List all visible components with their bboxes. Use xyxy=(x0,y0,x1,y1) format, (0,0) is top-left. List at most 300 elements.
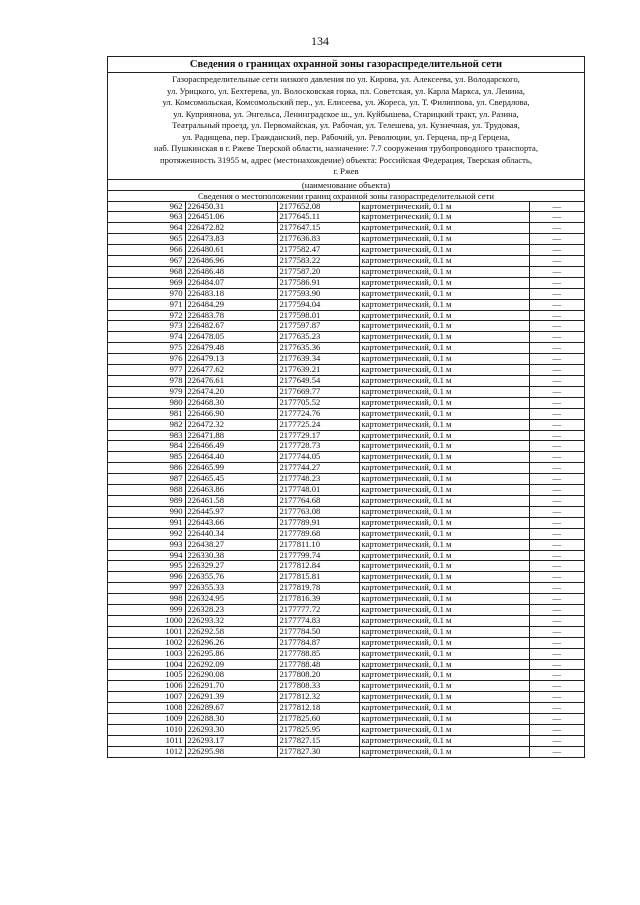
description-cell: — xyxy=(529,615,584,626)
x-coordinate-cell: 226476.61 xyxy=(185,376,277,387)
table-row xyxy=(108,637,584,648)
method-accuracy-cell: картометрический, 0.1 м xyxy=(359,386,529,397)
description-cell: — xyxy=(529,495,584,506)
point-number-cell: 1010 xyxy=(108,725,185,736)
method-accuracy-cell: картометрический, 0.1 м xyxy=(359,474,529,485)
x-coordinate-cell: 226450.31 xyxy=(185,202,277,212)
y-coordinate-cell: 2177645.11 xyxy=(277,212,359,223)
description-cell: — xyxy=(529,299,584,310)
x-coordinate-cell: 226451.06 xyxy=(185,212,277,223)
description-cell: — xyxy=(529,376,584,387)
description-cell: — xyxy=(529,245,584,256)
table-row xyxy=(108,343,584,354)
method-accuracy-cell: картометрический, 0.1 м xyxy=(359,430,529,441)
object-name-caption: (наименование объекта) xyxy=(108,180,584,191)
description-cell: — xyxy=(529,212,584,223)
method-accuracy-cell: картометрический, 0.1 м xyxy=(359,463,529,474)
method-accuracy-cell: картометрический, 0.1 м xyxy=(359,746,529,756)
description-cell: — xyxy=(529,703,584,714)
method-accuracy-cell: картометрический, 0.1 м xyxy=(359,310,529,321)
description-cell: — xyxy=(529,354,584,365)
point-number-cell: 992 xyxy=(108,528,185,539)
method-accuracy-cell: картометрический, 0.1 м xyxy=(359,605,529,616)
point-number-cell: 995 xyxy=(108,561,185,572)
y-coordinate-cell: 2177636.83 xyxy=(277,234,359,245)
description-cell: — xyxy=(529,266,584,277)
y-coordinate-cell: 2177647.15 xyxy=(277,223,359,234)
description-line: протяженность 31955 м, адрес (местонахождение) объекта: Российская Федерация, Тверская область, xyxy=(159,154,532,165)
method-accuracy-cell: картометрический, 0.1 м xyxy=(359,441,529,452)
x-coordinate-cell: 226355.76 xyxy=(185,572,277,583)
point-number-cell: 981 xyxy=(108,408,185,419)
table-row xyxy=(108,539,584,550)
method-accuracy-cell: картометрический, 0.1 м xyxy=(359,692,529,703)
y-coordinate-cell: 2177728.73 xyxy=(277,441,359,452)
x-coordinate-cell: 226463.86 xyxy=(185,485,277,496)
description-cell: — xyxy=(529,288,584,299)
method-accuracy-cell: картометрический, 0.1 м xyxy=(359,202,529,212)
x-coordinate-cell: 226440.34 xyxy=(185,528,277,539)
description-cell: — xyxy=(529,485,584,496)
table-row xyxy=(108,572,584,583)
point-number-cell: 971 xyxy=(108,299,185,310)
point-number-cell: 1007 xyxy=(108,692,185,703)
table-row xyxy=(108,485,584,496)
point-number-cell: 998 xyxy=(108,594,185,605)
method-accuracy-cell: картометрический, 0.1 м xyxy=(359,419,529,430)
x-coordinate-cell: 226328.23 xyxy=(185,605,277,616)
method-accuracy-cell: картометрический, 0.1 м xyxy=(359,485,529,496)
point-number-cell: 1001 xyxy=(108,626,185,637)
method-accuracy-cell: картометрический, 0.1 м xyxy=(359,703,529,714)
y-coordinate-cell: 2177582.47 xyxy=(277,245,359,256)
table-row xyxy=(108,670,584,681)
table-row xyxy=(108,681,584,692)
y-coordinate-cell: 2177788.85 xyxy=(277,648,359,659)
description-cell: — xyxy=(529,605,584,616)
point-number-cell: 1012 xyxy=(108,746,185,756)
table-row xyxy=(108,735,584,746)
method-accuracy-cell: картометрический, 0.1 м xyxy=(359,670,529,681)
method-accuracy-cell: картометрический, 0.1 м xyxy=(359,659,529,670)
table-row xyxy=(108,354,584,365)
description-cell: — xyxy=(529,430,584,441)
description-line: наб. Пушкинская в г. Ржеве Тверской области, назначение: 7.7 сооружения трубопроводного транспорта, xyxy=(154,143,538,153)
description-cell: — xyxy=(529,202,584,212)
description-line: ул. Урицкого, ул. Бехтерева, ул. Волосковская горка, пл. Советская, ул. Карла Маркса, ул. Ленина, xyxy=(167,85,525,96)
x-coordinate-cell: 226466.90 xyxy=(185,408,277,419)
description-cell: — xyxy=(529,714,584,725)
point-number-cell: 970 xyxy=(108,288,185,299)
x-coordinate-cell: 226486.48 xyxy=(185,266,277,277)
table-row xyxy=(108,397,584,408)
table-row xyxy=(108,583,584,594)
y-coordinate-cell: 2177812.84 xyxy=(277,561,359,572)
description-cell: — xyxy=(529,365,584,376)
method-accuracy-cell: картометрический, 0.1 м xyxy=(359,594,529,605)
y-coordinate-cell: 2177729.17 xyxy=(277,430,359,441)
x-coordinate-cell: 226445.97 xyxy=(185,506,277,517)
table-row xyxy=(108,321,584,332)
table-row xyxy=(108,648,584,659)
y-coordinate-cell: 2177598.01 xyxy=(277,310,359,321)
y-coordinate-cell: 2177748.23 xyxy=(277,474,359,485)
table-row xyxy=(108,277,584,288)
x-coordinate-cell: 226290.08 xyxy=(185,670,277,681)
section-title: Сведения о местоположении границ охранной зоны газораспределительной сети xyxy=(108,191,584,202)
table-row xyxy=(108,725,584,736)
description-cell: — xyxy=(529,637,584,648)
point-number-cell: 1000 xyxy=(108,615,185,626)
description-cell: — xyxy=(529,583,584,594)
x-coordinate-cell: 226438.27 xyxy=(185,539,277,550)
method-accuracy-cell: картометрический, 0.1 м xyxy=(359,245,529,256)
point-number-cell: 965 xyxy=(108,234,185,245)
table-row xyxy=(108,714,584,725)
method-accuracy-cell: картометрический, 0.1 м xyxy=(359,725,529,736)
y-coordinate-cell: 2177774.83 xyxy=(277,615,359,626)
method-accuracy-cell: картометрический, 0.1 м xyxy=(359,539,529,550)
method-accuracy-cell: картометрический, 0.1 м xyxy=(359,332,529,343)
method-accuracy-cell: картометрический, 0.1 м xyxy=(359,626,529,637)
description-cell: — xyxy=(529,594,584,605)
x-coordinate-cell: 226484.29 xyxy=(185,299,277,310)
x-coordinate-cell: 226291.39 xyxy=(185,692,277,703)
coordinates-table xyxy=(108,202,584,757)
x-coordinate-cell: 226330.38 xyxy=(185,550,277,561)
y-coordinate-cell: 2177586.91 xyxy=(277,277,359,288)
description-cell: — xyxy=(529,648,584,659)
table-row xyxy=(108,528,584,539)
method-accuracy-cell: картометрический, 0.1 м xyxy=(359,277,529,288)
y-coordinate-cell: 2177594.04 xyxy=(277,299,359,310)
method-accuracy-cell: картометрический, 0.1 м xyxy=(359,343,529,354)
table-row xyxy=(108,746,584,756)
object-description xyxy=(108,73,584,180)
y-coordinate-cell: 2177593.90 xyxy=(277,288,359,299)
point-number-cell: 993 xyxy=(108,539,185,550)
point-number-cell: 996 xyxy=(108,572,185,583)
description-cell: — xyxy=(529,408,584,419)
y-coordinate-cell: 2177639.21 xyxy=(277,365,359,376)
point-number-cell: 963 xyxy=(108,212,185,223)
method-accuracy-cell: картометрический, 0.1 м xyxy=(359,648,529,659)
method-accuracy-cell: картометрический, 0.1 м xyxy=(359,561,529,572)
x-coordinate-cell: 226472.32 xyxy=(185,419,277,430)
x-coordinate-cell: 226292.09 xyxy=(185,659,277,670)
point-number-cell: 985 xyxy=(108,452,185,463)
x-coordinate-cell: 226324.95 xyxy=(185,594,277,605)
y-coordinate-cell: 2177816.39 xyxy=(277,594,359,605)
table-row xyxy=(108,692,584,703)
table-row xyxy=(108,365,584,376)
page-number: 134 xyxy=(311,34,329,48)
description-cell: — xyxy=(529,452,584,463)
point-number-cell: 969 xyxy=(108,277,185,288)
point-number-cell: 974 xyxy=(108,332,185,343)
table-row xyxy=(108,495,584,506)
table-row xyxy=(108,703,584,714)
method-accuracy-cell: картометрический, 0.1 м xyxy=(359,583,529,594)
document-title: Сведения о границах охранной зоны газораспределительной сети xyxy=(108,57,584,73)
y-coordinate-cell: 2177705.52 xyxy=(277,397,359,408)
y-coordinate-cell: 2177825.60 xyxy=(277,714,359,725)
description-cell: — xyxy=(529,321,584,332)
method-accuracy-cell: картометрический, 0.1 м xyxy=(359,572,529,583)
method-accuracy-cell: картометрический, 0.1 м xyxy=(359,528,529,539)
point-number-cell: 964 xyxy=(108,223,185,234)
x-coordinate-cell: 226293.17 xyxy=(185,735,277,746)
description-cell: — xyxy=(529,746,584,756)
table-row xyxy=(108,550,584,561)
y-coordinate-cell: 2177583.22 xyxy=(277,256,359,267)
table-row xyxy=(108,256,584,267)
description-line: ул. Радищева, пер. Гражданский, пер. Рабочий, ул. Революции, ул. Герцена, пр-д Герцена, xyxy=(182,131,510,142)
y-coordinate-cell: 2177748.01 xyxy=(277,485,359,496)
x-coordinate-cell: 226293.30 xyxy=(185,725,277,736)
table-row xyxy=(108,474,584,485)
y-coordinate-cell: 2177827.15 xyxy=(277,735,359,746)
description-cell: — xyxy=(529,681,584,692)
table-row xyxy=(108,266,584,277)
table-row xyxy=(108,223,584,234)
x-coordinate-cell: 226471.88 xyxy=(185,430,277,441)
y-coordinate-cell: 2177784.87 xyxy=(277,637,359,648)
description-cell: — xyxy=(529,561,584,572)
description-line: ул. Комсомольская, Комсомольский пер., ул. Елисеева, ул. Жореса, ул. Т. Филиппова, ул. Свердлова, xyxy=(162,97,530,107)
y-coordinate-cell: 2177597.87 xyxy=(277,321,359,332)
method-accuracy-cell: картометрический, 0.1 м xyxy=(359,212,529,223)
method-accuracy-cell: картометрический, 0.1 м xyxy=(359,495,529,506)
description-cell: — xyxy=(529,223,584,234)
x-coordinate-cell: 226486.96 xyxy=(185,256,277,267)
table-row xyxy=(108,626,584,637)
point-number-cell: 968 xyxy=(108,266,185,277)
point-number-cell: 1008 xyxy=(108,703,185,714)
x-coordinate-cell: 226295.86 xyxy=(185,648,277,659)
y-coordinate-cell: 2177825.95 xyxy=(277,725,359,736)
table-row xyxy=(108,332,584,343)
description-cell: — xyxy=(529,310,584,321)
x-coordinate-cell: 226474.20 xyxy=(185,386,277,397)
point-number-cell: 1004 xyxy=(108,659,185,670)
table-row xyxy=(108,561,584,572)
table-row xyxy=(108,234,584,245)
x-coordinate-cell: 226483.78 xyxy=(185,310,277,321)
point-number-cell: 966 xyxy=(108,245,185,256)
method-accuracy-cell: картометрический, 0.1 м xyxy=(359,354,529,365)
description-cell: — xyxy=(529,572,584,583)
x-coordinate-cell: 226293.32 xyxy=(185,615,277,626)
point-number-cell: 979 xyxy=(108,386,185,397)
table-row xyxy=(108,615,584,626)
x-coordinate-cell: 226329.27 xyxy=(185,561,277,572)
method-accuracy-cell: картометрический, 0.1 м xyxy=(359,517,529,528)
y-coordinate-cell: 2177744.05 xyxy=(277,452,359,463)
description-cell: — xyxy=(529,256,584,267)
method-accuracy-cell: картометрический, 0.1 м xyxy=(359,550,529,561)
y-coordinate-cell: 2177635.23 xyxy=(277,332,359,343)
table-row xyxy=(108,605,584,616)
description-cell: — xyxy=(529,528,584,539)
description-line: г. Ржев xyxy=(333,166,359,176)
x-coordinate-cell: 226464.40 xyxy=(185,452,277,463)
table-row xyxy=(108,299,584,310)
x-coordinate-cell: 226483.18 xyxy=(185,288,277,299)
x-coordinate-cell: 226477.62 xyxy=(185,365,277,376)
x-coordinate-cell: 226479.13 xyxy=(185,354,277,365)
method-accuracy-cell: картометрический, 0.1 м xyxy=(359,321,529,332)
point-number-cell: 988 xyxy=(108,485,185,496)
table-row xyxy=(108,288,584,299)
description-cell: — xyxy=(529,735,584,746)
method-accuracy-cell: картометрический, 0.1 м xyxy=(359,365,529,376)
method-accuracy-cell: картометрический, 0.1 м xyxy=(359,266,529,277)
point-number-cell: 982 xyxy=(108,419,185,430)
table-row xyxy=(108,419,584,430)
x-coordinate-cell: 226473.83 xyxy=(185,234,277,245)
point-number-cell: 972 xyxy=(108,310,185,321)
y-coordinate-cell: 2177777.72 xyxy=(277,605,359,616)
point-number-cell: 984 xyxy=(108,441,185,452)
y-coordinate-cell: 2177808.33 xyxy=(277,681,359,692)
x-coordinate-cell: 226288.30 xyxy=(185,714,277,725)
method-accuracy-cell: картометрический, 0.1 м xyxy=(359,452,529,463)
y-coordinate-cell: 2177639.34 xyxy=(277,354,359,365)
description-cell: — xyxy=(529,626,584,637)
table-row xyxy=(108,452,584,463)
y-coordinate-cell: 2177764.68 xyxy=(277,495,359,506)
table-row xyxy=(108,245,584,256)
point-number-cell: 999 xyxy=(108,605,185,616)
method-accuracy-cell: картометрический, 0.1 м xyxy=(359,408,529,419)
y-coordinate-cell: 2177799.74 xyxy=(277,550,359,561)
method-accuracy-cell: картометрический, 0.1 м xyxy=(359,288,529,299)
description-cell: — xyxy=(529,332,584,343)
table-row xyxy=(108,202,584,212)
method-accuracy-cell: картометрический, 0.1 м xyxy=(359,714,529,725)
method-accuracy-cell: картометрический, 0.1 м xyxy=(359,299,529,310)
coordinates-table-body xyxy=(108,202,584,757)
description-cell: — xyxy=(529,277,584,288)
point-number-cell: 973 xyxy=(108,321,185,332)
point-number-cell: 1005 xyxy=(108,670,185,681)
point-number-cell: 980 xyxy=(108,397,185,408)
description-cell: — xyxy=(529,670,584,681)
table-row xyxy=(108,463,584,474)
method-accuracy-cell: картометрический, 0.1 м xyxy=(359,681,529,692)
x-coordinate-cell: 226472.82 xyxy=(185,223,277,234)
description-cell: — xyxy=(529,397,584,408)
table-row xyxy=(108,659,584,670)
table-row xyxy=(108,310,584,321)
point-number-cell: 1011 xyxy=(108,735,185,746)
method-accuracy-cell: картометрический, 0.1 м xyxy=(359,234,529,245)
description-cell: — xyxy=(529,386,584,397)
x-coordinate-cell: 226296.26 xyxy=(185,637,277,648)
description-cell: — xyxy=(529,659,584,670)
method-accuracy-cell: картометрический, 0.1 м xyxy=(359,376,529,387)
x-coordinate-cell: 226355.33 xyxy=(185,583,277,594)
method-accuracy-cell: картометрический, 0.1 м xyxy=(359,223,529,234)
description-line: ул. Куприянова, ул. Энгельса, Ленинградское ш., ул. Куйбышева, Старицкий тракт, ул. Разина, xyxy=(173,108,519,119)
point-number-cell: 1009 xyxy=(108,714,185,725)
description-line: Театральный проезд, ул. Первомайская, ул. Рабочая, ул. Телешева, ул. Кузнечная, ул. Трудовая, xyxy=(172,120,520,130)
y-coordinate-cell: 2177649.54 xyxy=(277,376,359,387)
point-number-cell: 975 xyxy=(108,343,185,354)
table-row xyxy=(108,376,584,387)
point-number-cell: 991 xyxy=(108,517,185,528)
description-cell: — xyxy=(529,463,584,474)
x-coordinate-cell: 226480.61 xyxy=(185,245,277,256)
table-row xyxy=(108,386,584,397)
description-cell: — xyxy=(529,343,584,354)
y-coordinate-cell: 2177635.36 xyxy=(277,343,359,354)
y-coordinate-cell: 2177808.20 xyxy=(277,670,359,681)
y-coordinate-cell: 2177827.30 xyxy=(277,746,359,756)
x-coordinate-cell: 226465.99 xyxy=(185,463,277,474)
description-cell: — xyxy=(529,506,584,517)
table-row xyxy=(108,430,584,441)
point-number-cell: 1003 xyxy=(108,648,185,659)
method-accuracy-cell: картометрический, 0.1 м xyxy=(359,615,529,626)
description-cell: — xyxy=(529,441,584,452)
y-coordinate-cell: 2177725.24 xyxy=(277,419,359,430)
point-number-cell: 978 xyxy=(108,376,185,387)
y-coordinate-cell: 2177763.08 xyxy=(277,506,359,517)
y-coordinate-cell: 2177812.32 xyxy=(277,692,359,703)
table-row xyxy=(108,408,584,419)
method-accuracy-cell: картометрический, 0.1 м xyxy=(359,397,529,408)
description-cell: — xyxy=(529,692,584,703)
x-coordinate-cell: 226466.49 xyxy=(185,441,277,452)
y-coordinate-cell: 2177652.08 xyxy=(277,202,359,212)
point-number-cell: 983 xyxy=(108,430,185,441)
y-coordinate-cell: 2177812.18 xyxy=(277,703,359,714)
description-cell: — xyxy=(529,539,584,550)
x-coordinate-cell: 226482.67 xyxy=(185,321,277,332)
point-number-cell: 962 xyxy=(108,202,185,212)
x-coordinate-cell: 226484.07 xyxy=(185,277,277,288)
description-line: Газораспределительные сети низкого давления по ул. Кирова, ул. Алексеева, ул. Володарского, xyxy=(172,74,520,84)
y-coordinate-cell: 2177784.50 xyxy=(277,626,359,637)
point-number-cell: 1006 xyxy=(108,681,185,692)
y-coordinate-cell: 2177724.76 xyxy=(277,408,359,419)
table-row xyxy=(108,506,584,517)
boundary-document xyxy=(107,56,585,758)
description-cell: — xyxy=(529,550,584,561)
x-coordinate-cell: 226465.45 xyxy=(185,474,277,485)
point-number-cell: 1002 xyxy=(108,637,185,648)
point-number-cell: 977 xyxy=(108,365,185,376)
point-number-cell: 976 xyxy=(108,354,185,365)
x-coordinate-cell: 226468.30 xyxy=(185,397,277,408)
y-coordinate-cell: 2177744.27 xyxy=(277,463,359,474)
y-coordinate-cell: 2177587.20 xyxy=(277,266,359,277)
y-coordinate-cell: 2177789.91 xyxy=(277,517,359,528)
method-accuracy-cell: картометрический, 0.1 м xyxy=(359,637,529,648)
table-row xyxy=(108,212,584,223)
y-coordinate-cell: 2177788.48 xyxy=(277,659,359,670)
point-number-cell: 986 xyxy=(108,463,185,474)
x-coordinate-cell: 226478.05 xyxy=(185,332,277,343)
description-cell: — xyxy=(529,419,584,430)
method-accuracy-cell: картометрический, 0.1 м xyxy=(359,256,529,267)
y-coordinate-cell: 2177811.10 xyxy=(277,539,359,550)
method-accuracy-cell: картометрический, 0.1 м xyxy=(359,506,529,517)
table-row xyxy=(108,517,584,528)
description-cell: — xyxy=(529,725,584,736)
